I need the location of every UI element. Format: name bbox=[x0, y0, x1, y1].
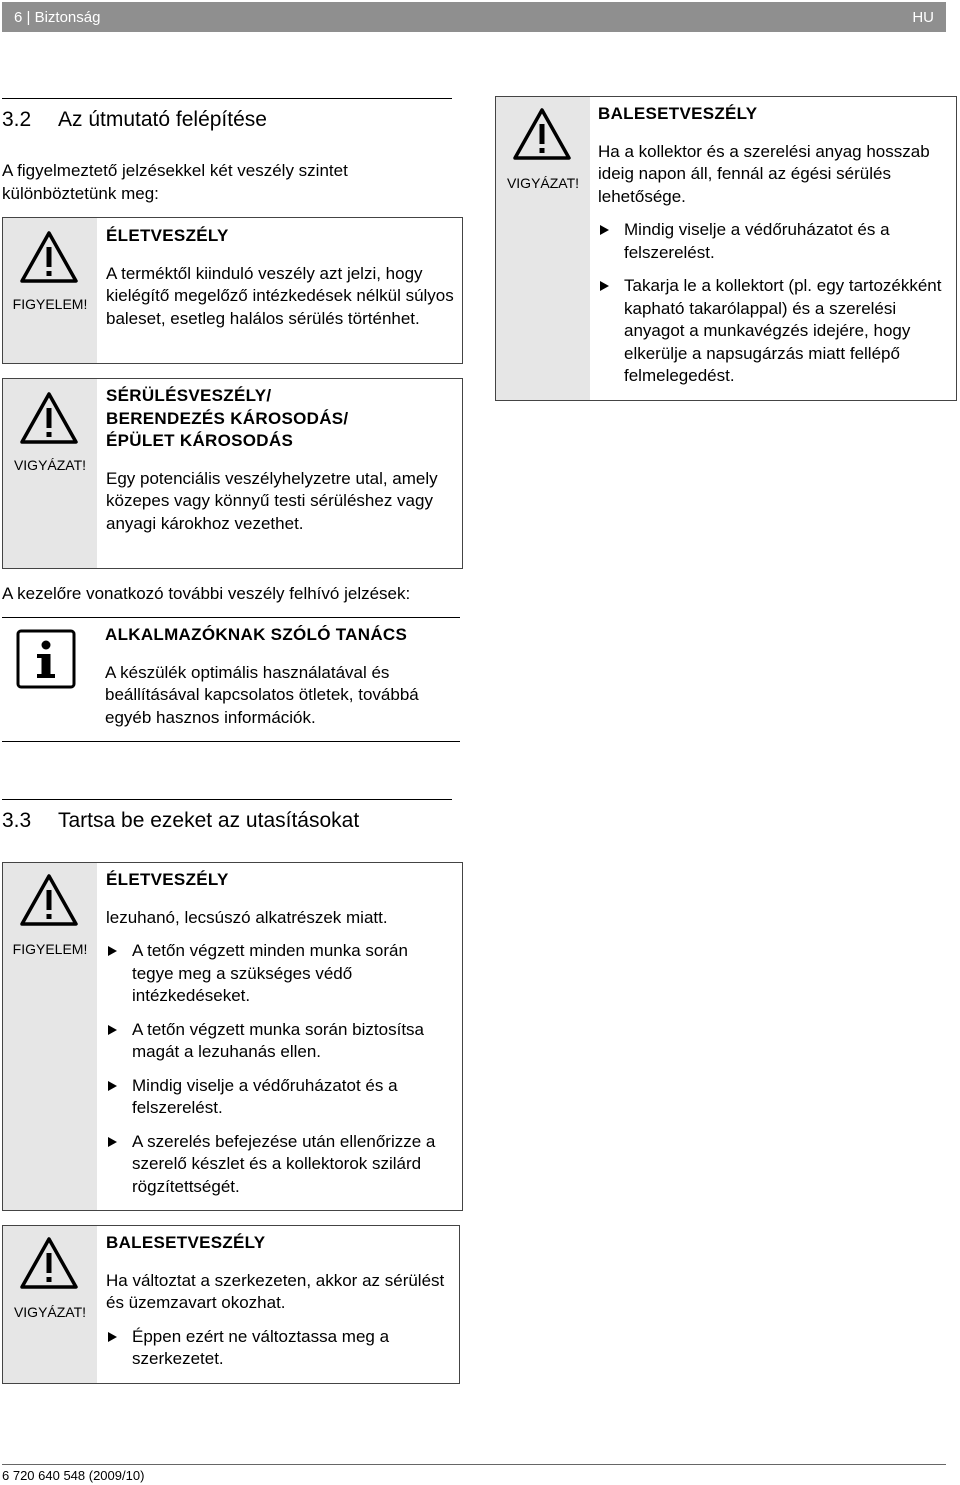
list-item: Mindig viselje a védőruházatot és a felszerelést. bbox=[106, 1075, 454, 1120]
section-number: 3.3 bbox=[2, 809, 32, 832]
bullet-arrow-icon bbox=[108, 1025, 117, 1035]
warning-sidebar bbox=[3, 379, 97, 568]
warning-box-danger bbox=[2, 217, 463, 364]
warning-text: A terméktől kiinduló veszély azt jelzi, hogy kielégítő megelőző intézkedések nélkül súlyos baleset, esetleg halálos sérülés történhet. bbox=[106, 263, 454, 328]
warning-box-burn bbox=[495, 96, 957, 401]
warning-sidebar bbox=[3, 863, 97, 1210]
list-item: A tetőn végzett minden munka során tegye meg a szükséges védő intézkedéseket. bbox=[106, 940, 454, 1008]
warning-title: ÉLETVESZÉLY bbox=[106, 226, 229, 245]
warning-box-caution bbox=[2, 1225, 460, 1384]
footer-rule bbox=[2, 1464, 946, 1465]
bullet-list bbox=[598, 219, 948, 388]
warning-title-line: SÉRÜLÉSVESZÉLY/ bbox=[106, 386, 272, 405]
section-rule bbox=[2, 799, 452, 800]
bullet-arrow-icon bbox=[600, 281, 609, 291]
warning-label: VIGYÁZAT! bbox=[13, 1304, 87, 1320]
bullet-arrow-icon bbox=[108, 1137, 117, 1147]
warning-text: Ha változtat a szerkezeten, akkor az sérülést és üzemzavart okozhat. bbox=[106, 1270, 445, 1312]
list-item: A tetőn végzett munka során biztosítsa magát a lezuhanás ellen. bbox=[106, 1019, 454, 1064]
warning-text: Ha a kollektor és a szerelési anyag hosszab ideig napon áll, fennál az égési sérülés lehetősége. bbox=[598, 141, 930, 206]
info-rule-bottom bbox=[2, 741, 460, 742]
warning-sidebar bbox=[3, 1226, 97, 1383]
warning-triangle-icon bbox=[19, 230, 79, 284]
info-box bbox=[2, 618, 460, 742]
intro-text: A figyelmeztető jelzésekkel két veszély szintet különböztetünk meg: bbox=[2, 161, 348, 203]
warning-label: FIGYELEM! bbox=[12, 296, 88, 312]
bullet-list bbox=[106, 1326, 451, 1371]
warning-box-caution bbox=[2, 378, 463, 569]
section-heading bbox=[2, 108, 267, 132]
bullet-arrow-icon bbox=[108, 1332, 117, 1342]
section-number: 3.2 bbox=[2, 108, 32, 131]
warning-title: ÉLETVESZÉLY bbox=[106, 870, 229, 889]
section-title: Tartsa be ezeket az utasításokat bbox=[58, 809, 360, 832]
info-icon bbox=[16, 629, 76, 689]
warning-label: FIGYELEM! bbox=[12, 941, 88, 957]
warning-text: lezuhanó, lecsúszó alkatrészek miatt. bbox=[106, 907, 388, 927]
info-title: ALKALMAZÓKNAK SZÓLÓ TANÁCS bbox=[105, 625, 408, 644]
document-id: 6 720 640 548 (2009/10) bbox=[2, 1468, 145, 1483]
warning-triangle-icon bbox=[19, 873, 79, 927]
language-code: HU bbox=[912, 9, 934, 26]
page-header bbox=[2, 2, 946, 32]
warning-title-line: BERENDEZÉS KÁROSODÁS/ bbox=[106, 408, 349, 428]
warning-label: VIGYÁZAT! bbox=[506, 175, 580, 191]
bullet-arrow-icon bbox=[600, 225, 609, 235]
bullet-arrow-icon bbox=[108, 1081, 117, 1091]
warning-box-danger bbox=[2, 862, 463, 1211]
section-rule bbox=[2, 98, 452, 99]
warning-label: VIGYÁZAT! bbox=[13, 457, 87, 473]
list-item: Mindig viselje a védőruházatot és a felszerelést. bbox=[598, 219, 948, 264]
list-item: A szerelés befejezése után ellenőrizze a szerelő készlet és a kollektorok szilárd rögzítettségét. bbox=[106, 1131, 454, 1199]
info-text: A készülék optimális használatával és beállításával kapcsolatos ötletek, továbbá egyéb hasznos információk. bbox=[105, 662, 419, 727]
warning-sidebar bbox=[3, 218, 97, 363]
section-title: Az útmutató felépítése bbox=[58, 108, 267, 131]
bullet-arrow-icon bbox=[108, 946, 117, 956]
warning-sidebar bbox=[496, 97, 590, 400]
warning-triangle-icon bbox=[19, 391, 79, 445]
warning-text: Egy potenciális veszélyhelyzetre utal, amely közepes vagy könnyű testi sérüléshez vagy anyagi károkhoz vezethet. bbox=[106, 468, 438, 533]
warning-title: BALESETVESZÉLY bbox=[598, 104, 758, 123]
warning-title-line: ÉPÜLET KÁROSODÁS bbox=[106, 431, 294, 450]
extra-intro-text: A kezelőre vonatkozó további veszély felhívó jelzések: bbox=[2, 584, 411, 603]
bullet-list bbox=[106, 940, 454, 1198]
warning-triangle-icon bbox=[512, 107, 572, 161]
list-item: Éppen ezért ne változtassa meg a szerkezetet. bbox=[106, 1326, 451, 1371]
list-item: Takarja le a kollektort (pl. egy tartozékként kapható takarólappal) és a szerelési anyagot a munkavégzés idejére, hogy elkerülje a napsugárzás miatt fellépő felmelegedést. bbox=[598, 275, 948, 388]
page-number: 6 | Biztonság bbox=[14, 9, 101, 26]
warning-triangle-icon bbox=[19, 1236, 79, 1290]
warning-title: BALESETVESZÉLY bbox=[106, 1233, 266, 1252]
section-heading bbox=[2, 809, 359, 833]
